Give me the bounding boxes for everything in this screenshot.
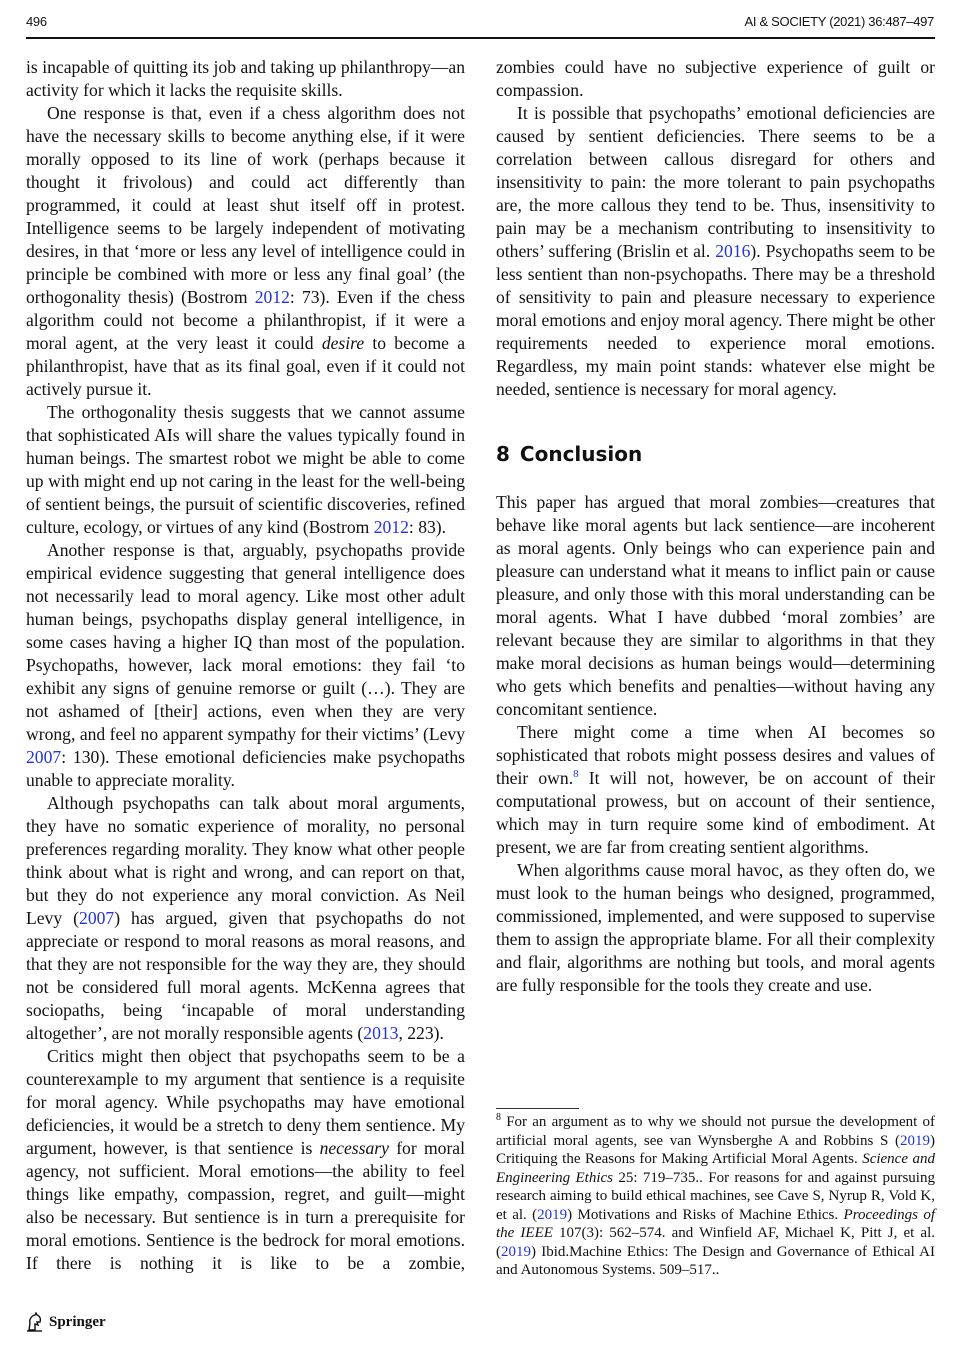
text-run: for moral agency, not sufficient. Moral emotions—the ability to feel things like empathy, compassion, regret, and guilt—might also be necessary. But sentience is in turn a prerequisite for moral emotions. Sentience is the bedrock for moral emotions. If there is nothing it is like to be a zombie, <box>26 1138 465 1273</box>
text-run: ) Ibid.Machine Ethics: The Design and Governance of Ethical AI and Autonomous Systems. 509–517.. <box>496 1243 935 1278</box>
citation-link[interactable]: 2007 <box>79 908 115 928</box>
paragraph <box>496 721 935 859</box>
text-run: ) has argued, given that psychopaths do not appreciate or respond to moral reasons as moral reasons, and that they are not responsible for the way they are, they should not be considered full moral agents. McKenna agrees that sociopaths, being ‘incapable of moral understanding altogether’, are not morally responsible agents ( <box>26 908 465 1043</box>
right-column-top <box>496 56 935 401</box>
paragraph <box>496 102 935 401</box>
text-run: : 83). <box>408 517 447 537</box>
paragraph <box>26 102 465 401</box>
text-run: When algorithms cause moral havoc, as they often do, we must look to the human beings who designed, programmed, commissioned, implemented, and were supposed to supervise them to assign the appropriate blame. For all their complexity and flair, algorithms are nothing but tools, and moral agents are fully responsible for the tools they create and use. <box>496 860 935 995</box>
text-run: Critics might then object that psychopaths seem to be a counterexample to my argument that sentience is a requisite for moral agency. While psychopaths may have emotional deficiencies, it would be a stretch to deny them sentience. My argument, however, is that sentience is <box>26 1046 465 1158</box>
section-heading <box>496 442 935 466</box>
citation-link[interactable]: 2012 <box>373 517 409 537</box>
publisher-name: Springer <box>49 1313 106 1330</box>
text-run: ) Motivations and Risks of Machine Ethics. <box>567 1206 844 1223</box>
citation-link[interactable]: 2007 <box>26 747 62 767</box>
page-number: 496 <box>26 14 47 29</box>
paragraph <box>496 491 935 721</box>
text-run: to become a philanthropist, have that as its final goal, even if it could not actively pursue it. <box>26 333 465 399</box>
italic-text: desire <box>321 333 365 353</box>
italic-text: Proceedings of the IEEE <box>496 1206 935 1241</box>
footnote-marker[interactable]: 8 <box>573 768 579 781</box>
text-run: ). Psychopaths seem to be less sentient than non-psychopaths. There may be a threshold of sensitivity to pain and pleasure necessary to experience moral emotions and enjoy moral agency. There might be other requirements needed to experience moral emotions. Regardless, my main point stands: whatever else might be needed, sentience is necessary for moral agency. <box>496 241 935 399</box>
text-run: : 73). Even if the chess algorithm could not become a philanthropist, if it were a moral agent, at the very least it could <box>26 287 465 353</box>
text-run: For an argument as to why we should not pursue the development of artificial moral agents, see van Wynsberghe A and Robbins S ( <box>496 1114 935 1149</box>
paragraph <box>496 56 935 102</box>
footnote <box>496 1113 935 1280</box>
italic-text: necessary <box>319 1138 389 1158</box>
text-run: : 130). These emotional deficiencies make psychopaths unable to appreciate morality. <box>26 747 465 790</box>
springer-horse-icon <box>26 1312 44 1332</box>
text-run: , 223). <box>398 1023 444 1043</box>
footnote-marker[interactable]: 8 <box>496 1112 501 1123</box>
text-run: 25: 719–735.. For reasons for and against pursuing research aiming to build ethical machines, see Cave S, Nyrup R, Vold K, et al. ( <box>496 1169 935 1223</box>
italic-text: Science and Engineering Ethics <box>496 1151 935 1186</box>
text-run: One response is that, even if a chess algorithm does not have the necessary skills to become anything else, if it were morally opposed to its line of work (perhaps because it thought it frivolous) and could act differently than programmed, it could at least shut itself off in protest. Intelligence seems to be largely independent of motivating desires, in that ‘more or less any level of intelligence could in principle be combined with more or less any final goal’ (the orthogonality thesis) (Bostrom <box>26 103 465 307</box>
footnote-rule <box>496 1108 579 1109</box>
right-column <box>496 56 935 997</box>
paragraph <box>26 539 465 792</box>
journal-citation: AI & SOCIETY (2021) 36:487–497 <box>744 14 934 29</box>
publisher-footer <box>26 1312 106 1332</box>
paragraph <box>26 56 465 102</box>
text-run: Another response is that, arguably, psychopaths provide empirical evidence suggesting that general intelligence does not necessarily lead to moral agency. Like most other adult human beings, psychopaths display general intelligence, in some cases having a higher IQ than most of the population. Psychopaths, however, lack moral emotions: they fail ‘to exhibit any signs of genuine remorse or guilt (…). They are not ashamed of [their] actions, even when they are very wrong, and feel no apparent sympathy for their victims’ (Levy <box>26 540 465 744</box>
text-run: It is possible that psychopaths’ emotional deficiencies are caused by sentient deficiencies. There seems to be a correlation between callous disregard for others and insensitivity to pain: the more tolerant to pain psychopaths are, the more callous they tend to be. Thus, insensitivity to pain may be a mechanism contributing to insensitivity to others’ suffering (Brislin et al. <box>496 103 935 261</box>
text-run: There might come a time when AI becomes so sophisticated that robots might possess desires and values of their own. <box>496 722 935 788</box>
section-number: 8 <box>496 442 510 466</box>
paragraph <box>26 1045 465 1275</box>
text-run: zombies could have no subjective experience of guilt or compassion. <box>496 57 935 100</box>
section-title: Conclusion <box>519 442 643 466</box>
paragraph <box>26 792 465 1045</box>
left-column <box>26 56 465 1275</box>
header-rule <box>26 37 935 39</box>
text-run: The orthogonality thesis suggests that we cannot assume that sophisticated AIs will share the values typically found in human beings. The smartest robot we might be able to come up with might end up not caring in the least for the well-being of sentient beings, the pursuit of scientific discoveries, refined culture, ecology, or virtues of any kind (Bostrom <box>26 402 465 537</box>
citation-link[interactable]: 2016 <box>715 241 751 261</box>
citation-link[interactable]: 2019 <box>537 1206 568 1223</box>
citation-link[interactable]: 2012 <box>254 287 290 307</box>
citation-link[interactable]: 2019 <box>501 1243 531 1260</box>
running-header <box>26 14 934 36</box>
paragraph <box>496 859 935 997</box>
text-run: ) Critiquing the Reasons for Making Artificial Moral Agents. <box>496 1132 935 1167</box>
citation-link[interactable]: 2019 <box>900 1132 930 1149</box>
text-run: This paper has argued that moral zombies—creatures that behave like moral agents but lack sentience—are incoherent as moral agents. Only beings who can experience pain and pleasure can understand what it means to inflict pain or cause pleasure, and only those with this moral understanding can be moral agents. What I have dubbed ‘moral zombies’ are relevant because they are similar to algorithms in that they make moral decisions as human beings would—determining who gets which benefits and penalties—without having any concomitant sentience. <box>496 492 935 719</box>
text-run: Although psychopaths can talk about moral arguments, they have no somatic experience of morality, no personal preferences regarding morality. They know what other people think about what is right and wrong, and can report on that, but they do not experience any moral conviction. As Neil Levy ( <box>26 793 465 928</box>
right-column-bottom <box>496 491 935 997</box>
text-run: is incapable of quitting its job and taking up philanthropy—an activity for which it lacks the requisite skills. <box>26 57 465 100</box>
text-run: 107(3): 562–574. and Winfield AF, Michael K, Pitt J, et al. ( <box>496 1225 936 1260</box>
text-run: It will not, however, be on account of their computational prowess, but on account of their sentience, which may in turn require some kind of embodiment. At present, we are far from creating sentient algorithms. <box>496 768 935 857</box>
paragraph <box>26 401 465 539</box>
citation-link[interactable]: 2013 <box>363 1023 399 1043</box>
